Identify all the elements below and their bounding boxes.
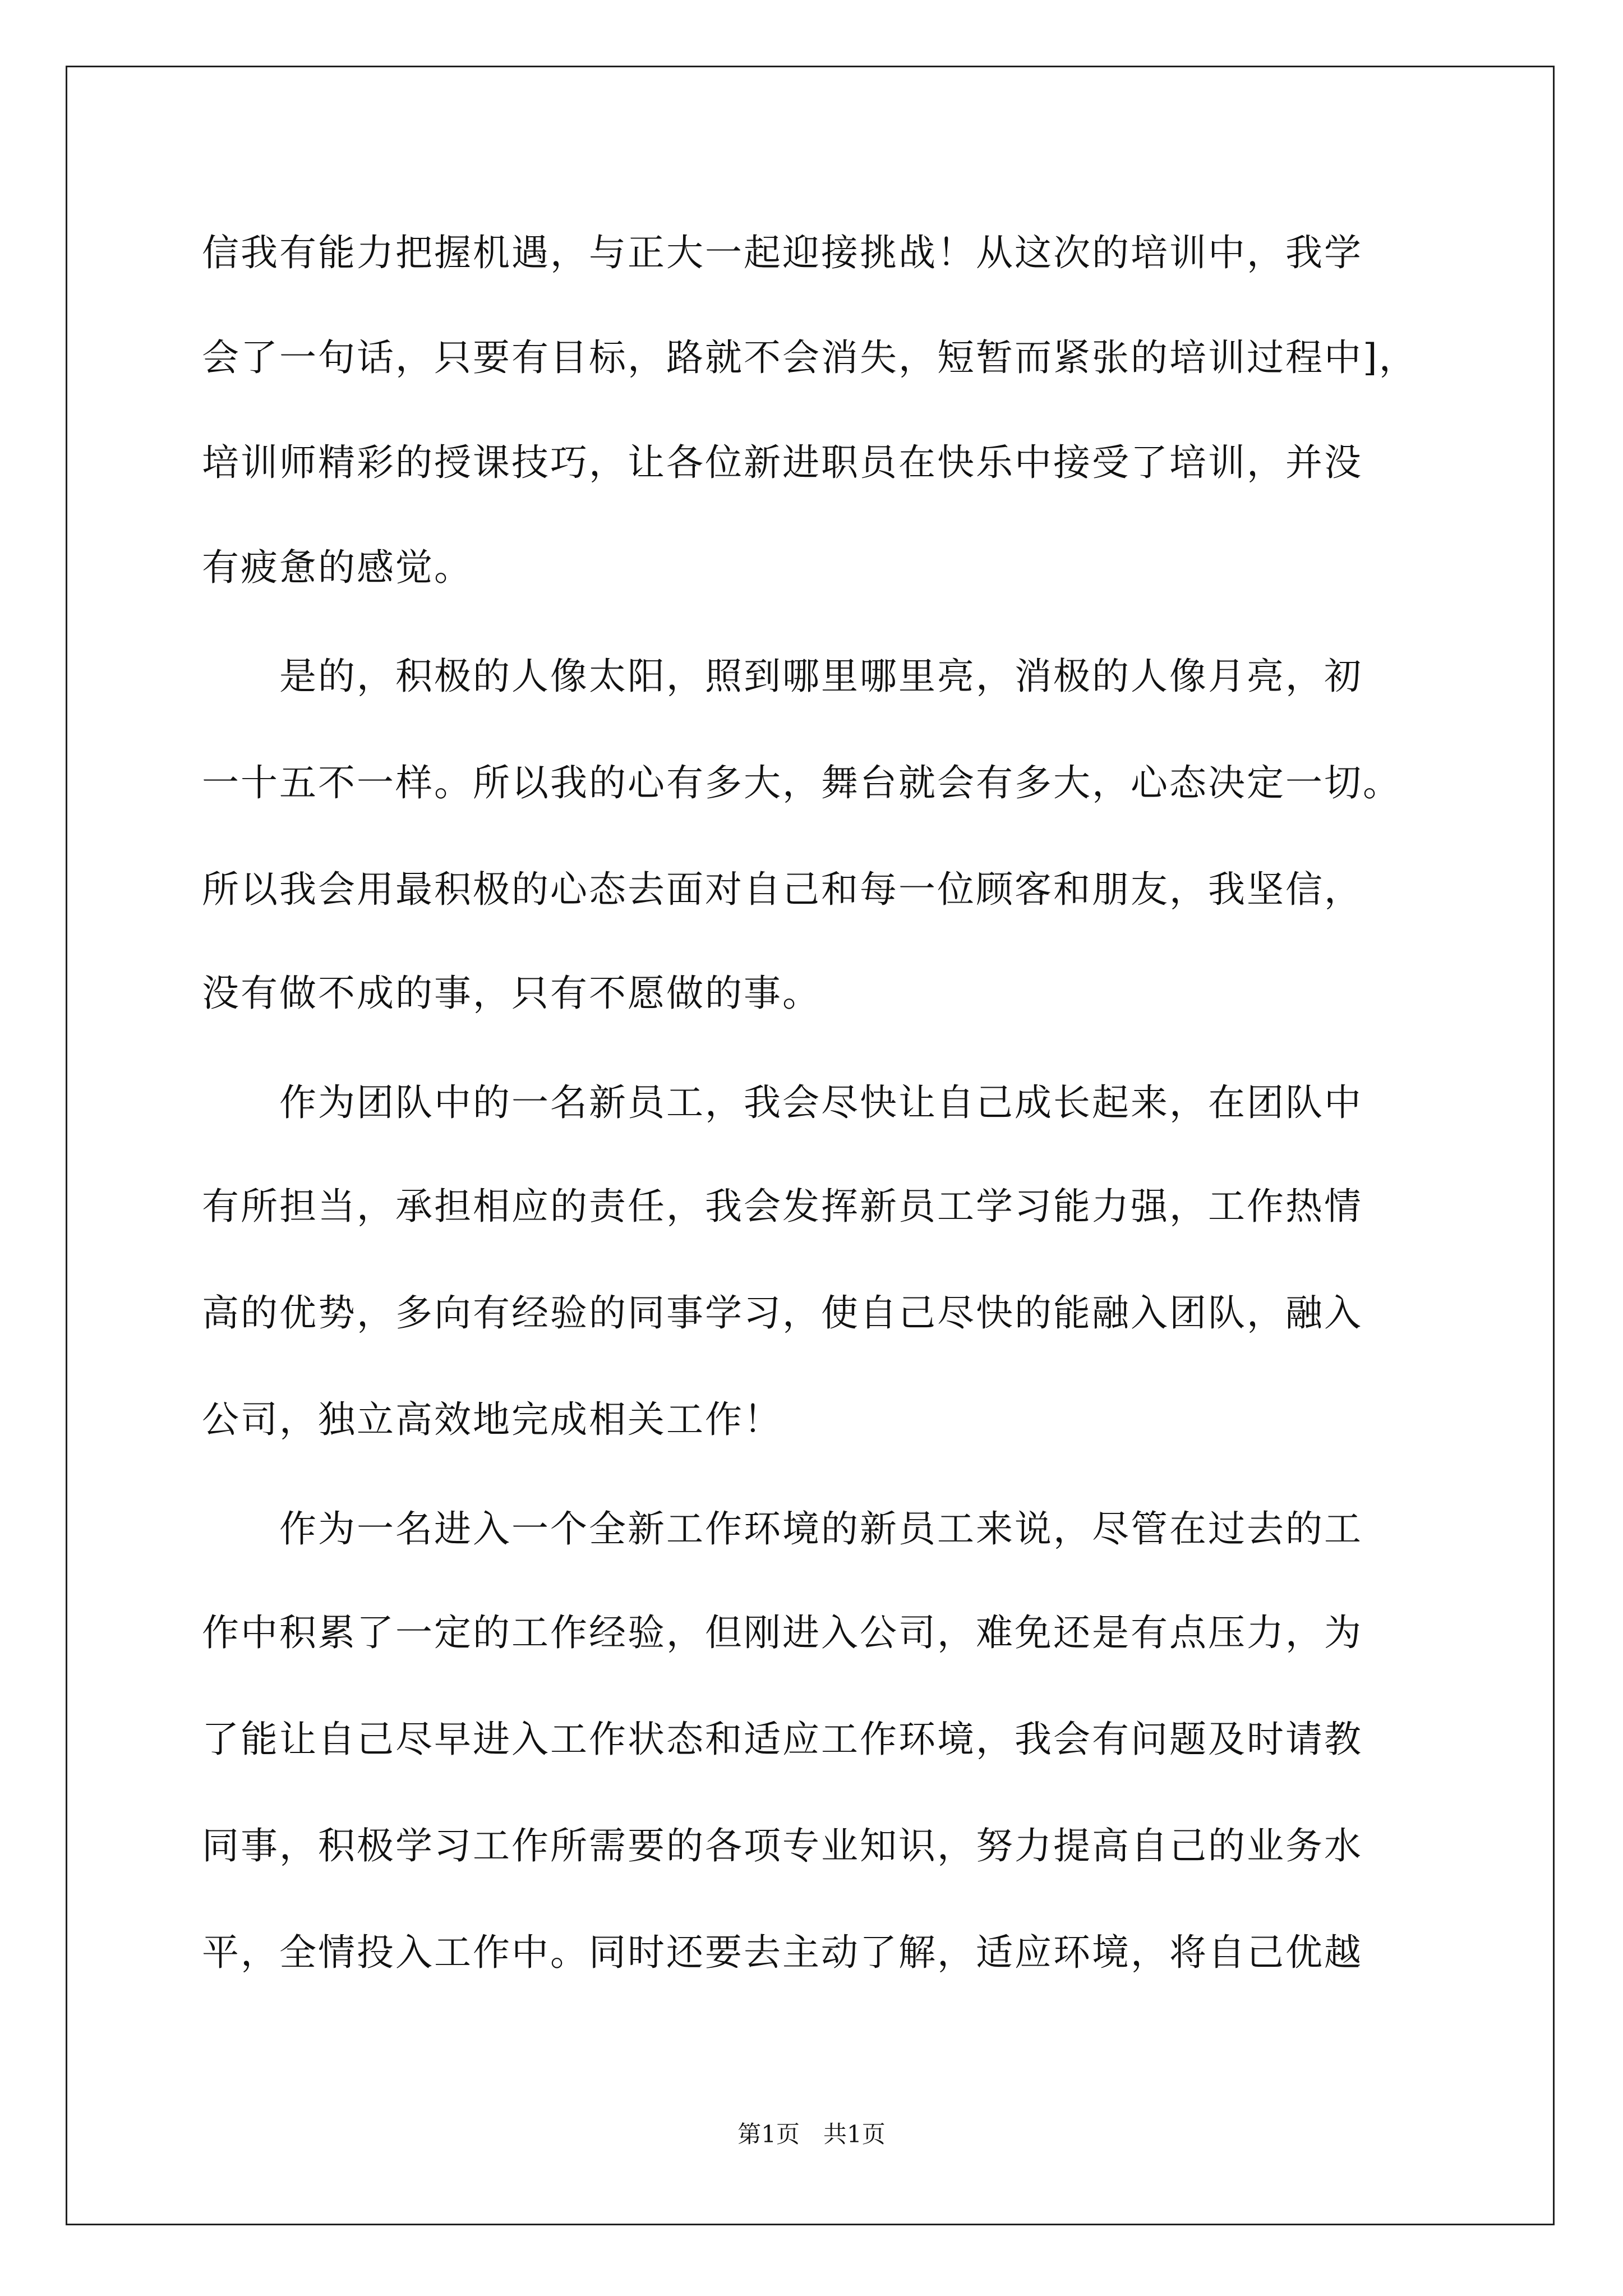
page-footer: 第1页 共1页 (737, 2120, 886, 2148)
body-text-line: 平，全情投入工作中。同时还要去主动了解，适应环境，将自己优越 (202, 1931, 1363, 1974)
body-text-line: 是的，积极的人像太阳，照到哪里哪里亮，消极的人像月亮，初 (202, 655, 1363, 698)
body-text-line: 有疲惫的感觉。 (202, 546, 473, 589)
body-text-line: 高的优势，多向有经验的同事学习，使自己尽快的能融入团队，融入 (202, 1291, 1363, 1335)
body-text-line: 公司，独立高效地完成相关工作！ (202, 1398, 782, 1441)
body-text-line: 没有做不成的事，只有不愿做的事。 (202, 972, 821, 1015)
body-text-line: 所以我会用最积极的心态去面对自己和每一位顾客和朋友，我坚信， (202, 868, 1363, 911)
body-text-line: 会了一句话，只要有目标，路就不会消失，短暂而紧张的培训过程中]， (202, 336, 1418, 379)
body-text-line: 作为一名进入一个全新工作环境的新员工来说，尽管在过去的工 (202, 1507, 1363, 1550)
body-text-line: 一十五不一样。所以我的心有多大，舞台就会有多大，心态决定一切。 (202, 761, 1401, 804)
body-text-line: 同事，积极学习工作所需要的各项专业知识，努力提高自己的业务水 (202, 1824, 1363, 1867)
page-border (66, 66, 1555, 2225)
body-text-line: 培训师精彩的授课技巧，让各位新进职员在快乐中接受了培训，并没 (202, 441, 1363, 484)
body-text-line: 作中积累了一定的工作经验，但刚进入公司，难免还是有点压力，为 (202, 1611, 1363, 1654)
body-text-line: 有所担当，承担相应的责任，我会发挥新员工学习能力强，工作热情 (202, 1185, 1363, 1228)
body-text-line: 信我有能力把握机遇，与正大一起迎接挑战！从这次的培训中，我学 (202, 231, 1363, 274)
body-text-line: 作为团队中的一名新员工，我会尽快让自己成长起来，在团队中 (202, 1081, 1363, 1124)
body-text-line: 了能让自己尽早进入工作状态和适应工作环境，我会有问题及时请教 (202, 1718, 1363, 1761)
